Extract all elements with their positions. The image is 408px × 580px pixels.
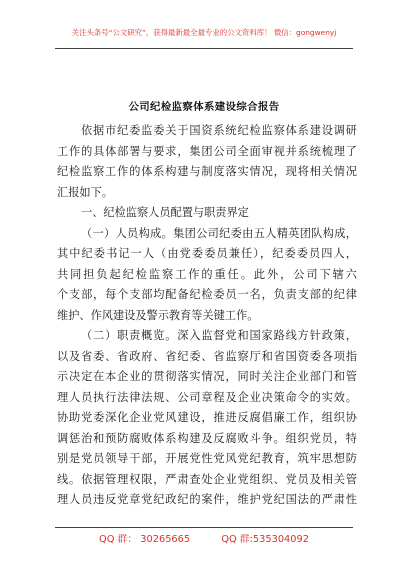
body-line: （二）职责概览。深入监督党和国家路线方针政策， <box>81 329 357 342</box>
section-heading: 一、纪检监察人员配置与职责界定 <box>81 206 249 219</box>
body-line: 调惩治和预防腐败体系构建及反腐败斗争。组织党员，特 <box>57 431 357 445</box>
body-line: 汇报如下。 <box>57 185 113 199</box>
body-line: 理人员违反党章党纪政纪的案件，维护党纪国法的严肃性 <box>57 493 357 506</box>
header-divider <box>55 48 353 49</box>
document-body <box>57 121 357 511</box>
promo-banner-text: 关注头条号“公文研究”，获得最新最全最专业的公文资料库！ 微信：gongwenyj <box>71 28 337 37</box>
body-line: 维护、作风建设及警示教育等关键工作。 <box>57 308 259 322</box>
document-title: 公司纪检监察体系建设综合报告 <box>128 101 280 113</box>
body-line: 协助党委深化企业党风建设，推进反腐倡廉工作，组织协 <box>57 411 357 424</box>
footer-qq-group-1: QQ 群： 30265665 <box>99 534 191 545</box>
body-line: 纪检监察工作的体系构建与制度落实情况，现将相关情况 <box>57 165 357 178</box>
body-line: 共同担负起纪检监察工作的重任。此外，公司下辖六 <box>57 267 357 281</box>
footer-contact <box>0 531 408 545</box>
footer-qq-group-2: QQ 群:535304092 <box>221 534 309 545</box>
body-line: 工作的具体部署与要求，集团公司全面审视并系统梳理了 <box>57 144 357 158</box>
body-line: 以及省委、省政府、省纪委、省监察厅和省国资委各项指 <box>57 349 357 363</box>
body-line: 依据市纪委监委关于国资系统纪检监察体系建设调研 <box>81 124 357 137</box>
body-line: 线。依据管理权限，严肃查处企业党组织、党员及相关管 <box>57 472 357 486</box>
body-line: 理人员执行法律法规、公司章程及企业决策命令的实效。 <box>57 390 357 404</box>
body-line: （一）人员构成。集团公司纪委由五人精英团队构成， <box>81 226 357 240</box>
body-line: 个支部，每个支部均配备纪检委员一名，负责支部的纪律 <box>57 288 357 301</box>
body-line: 别是党员领导干部，开展党性党风党纪教育，筑牢思想防 <box>57 452 357 465</box>
body-line: 示决定在本企业的贯彻落实情况，同时关注企业部门和管 <box>57 370 357 383</box>
footer-divider <box>55 527 353 528</box>
body-line: 其中纪委书记一人（由党委委员兼任），纪委委员四人， <box>57 247 357 260</box>
